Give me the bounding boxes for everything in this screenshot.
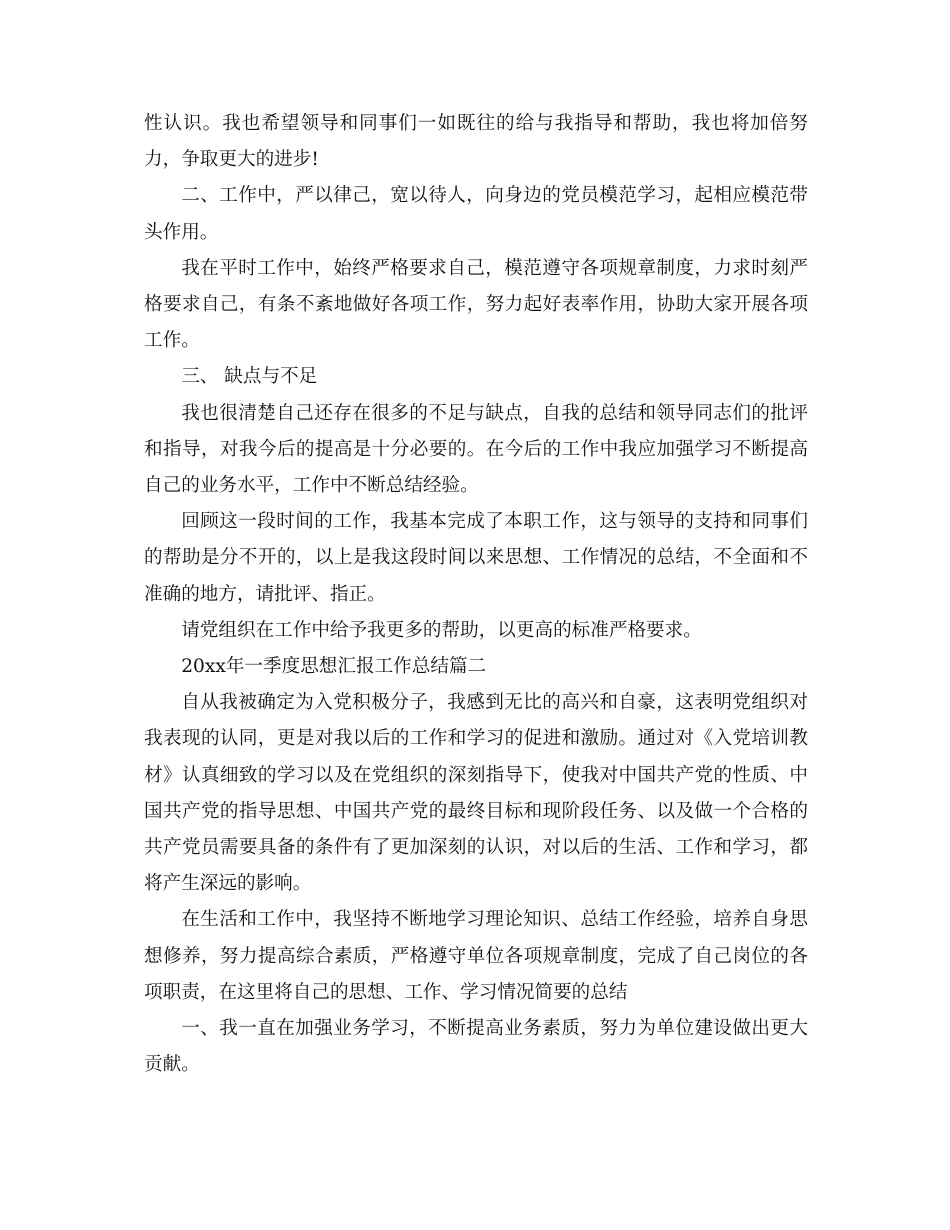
paragraph-review: 回顾这一段时间的工作，我基本完成了本职工作，这与领导的支持和同事们的帮助是分不开的，以上是我这段时间以来思想、工作情况的总结，不全面和不准确的地方，请批评、指正。 [144,511,808,605]
paragraph-life-and-work: 在生活和工作中，我坚持不断地学习理论知识、总结工作经验，培养自身思想修养，努力提高综合素质，严格遵守单位各项规章制度，完成了自己岗位的各项职责，在这里将自己的思想、工作、学习情况简要的总结 [144,909,808,1003]
paragraph-request: 请党组织在工作中给予我更多的帮助，以更高的标准严格要求。 [181,619,702,641]
paragraph-section-three-heading: 三、 缺点与不足 [181,366,318,388]
paragraph-section-two-heading: 二、工作中，严以律己，宽以待人，向身边的党员模范学习，起相应模范带头作用。 [144,185,808,243]
article-two-title: 20xx年一季度思想汇报工作总结篇二 [181,656,487,678]
paragraph-shortcomings: 我也很清楚自己还存在很多的不足与缺点，自我的总结和领导同志们的批评和指导，对我今后的提高是十分必要的。在今后的工作中我应加强学习不断提高自己的业务水平，工作中不断总结经验。 [144,402,808,497]
paragraph-work-attitude: 我在平时工作中，始终严格要求自己，模范遵守各项规章制度，力求时刻严格要求自己，有条不紊地做好各项工作，努力起好表率作用，协助大家开展各项工作。 [144,257,808,352]
paragraph-continuation: 性认识。我也希望领导和同事们一如既往的给与我指导和帮助，我也将加倍努力，争取更大的进步! [144,113,808,171]
document-page [144,106,808,1083]
paragraph-section-one-heading: 一、我一直在加强业务学习，不断提高业务素质，努力为单位建设做出更大贡献。 [144,1018,808,1076]
paragraph-activist-intro: 自从我被确定为入党积极分子，我感到无比的高兴和自豪，这表明党组织对我表现的认同，更是对我以后的工作和学习的促进和激励。通过对《入党培训教材》认真细致的学习以及在党组织的深刻指导下，使我对中国共产党的性质、中国共产党的指导思想、中国共产党的最终目标和现阶段任务、以及做一个合格的共产党员需要具备的条件有了更加深刻的认识，对以后的生活、工作和学习，都将产生深远的影响。 [144,692,808,895]
